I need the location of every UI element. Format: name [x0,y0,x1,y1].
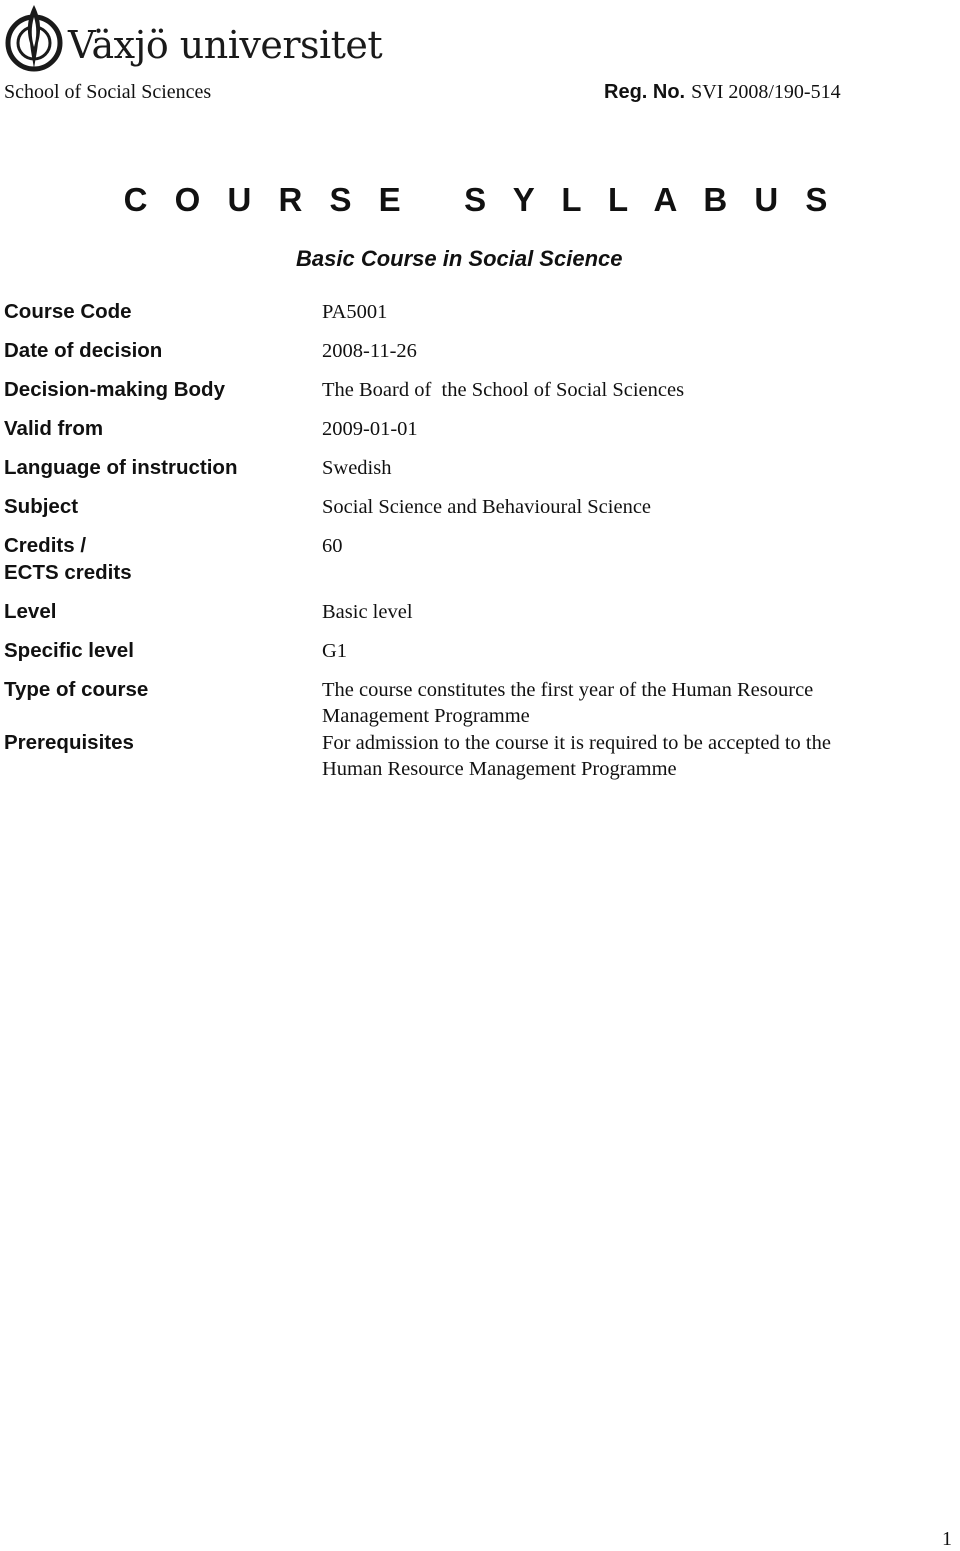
page-number: 1 [942,1528,952,1550]
field-label-valid-from: Valid from [4,417,104,440]
field-value-course-code: PA5001 [322,301,388,323]
field-row [4,677,954,730]
school-name: School of Social Sciences [4,81,212,103]
field-row [4,533,954,586]
field-label-credits: Credits / ECTS credits [4,534,132,584]
field-label-subject: Subject [4,495,79,518]
field-value-level: Basic level [322,600,413,623]
logo-wordmark: Växjö universitet [68,23,383,67]
field-row [4,377,954,404]
field-row [4,730,954,783]
field-value-type-of-course: The course constitutes the first year of the Human Resource Management Programme [322,678,814,727]
field-label-type-of-course: Type of course [4,677,149,701]
field-value-date-of-decision: 2008-11-26 [322,340,417,362]
field-value-decision-making-body: The Board of the School of Social Sciences [322,379,685,401]
field-label-prerequisites: Prerequisites [4,730,134,754]
field-value-language: Swedish [322,457,392,479]
field-value-valid-from: 2009-01-01 [322,418,418,440]
field-row [4,299,954,326]
field-label-course-code: Course Code [4,300,132,323]
field-value-prerequisites: For admission to the course it is required to be accepted to the Human Resource Management Programme [322,731,831,780]
university-logo [4,3,383,75]
reg-value: SVI 2008/190-514 [691,81,841,103]
field-label-decision-making-body: Decision-making Body [4,378,225,401]
document-title [0,180,960,220]
reg-label: Reg. No. [604,81,686,103]
university-emblem-icon [4,3,64,73]
field-value-specific-level: G1 [322,639,348,662]
field-label-level: Level [4,599,57,623]
field-row [4,455,954,482]
field-row [4,338,954,365]
registration-number [604,80,841,104]
field-label-date-of-decision: Date of decision [4,339,163,362]
field-label-specific-level: Specific level [4,638,134,662]
field-value-credits: 60 [322,535,343,557]
field-row [4,416,954,443]
course-name: Basic Course in Social Science [296,246,623,271]
field-row [4,638,954,665]
field-value-subject: Social Science and Behavioural Science [322,496,652,518]
field-row [4,494,954,521]
document-title-text: C O U R S E S Y L L A B U S [123,181,837,218]
syllabus-fields [4,299,954,783]
field-row [4,599,954,626]
field-label-language: Language of instruction [4,456,238,479]
